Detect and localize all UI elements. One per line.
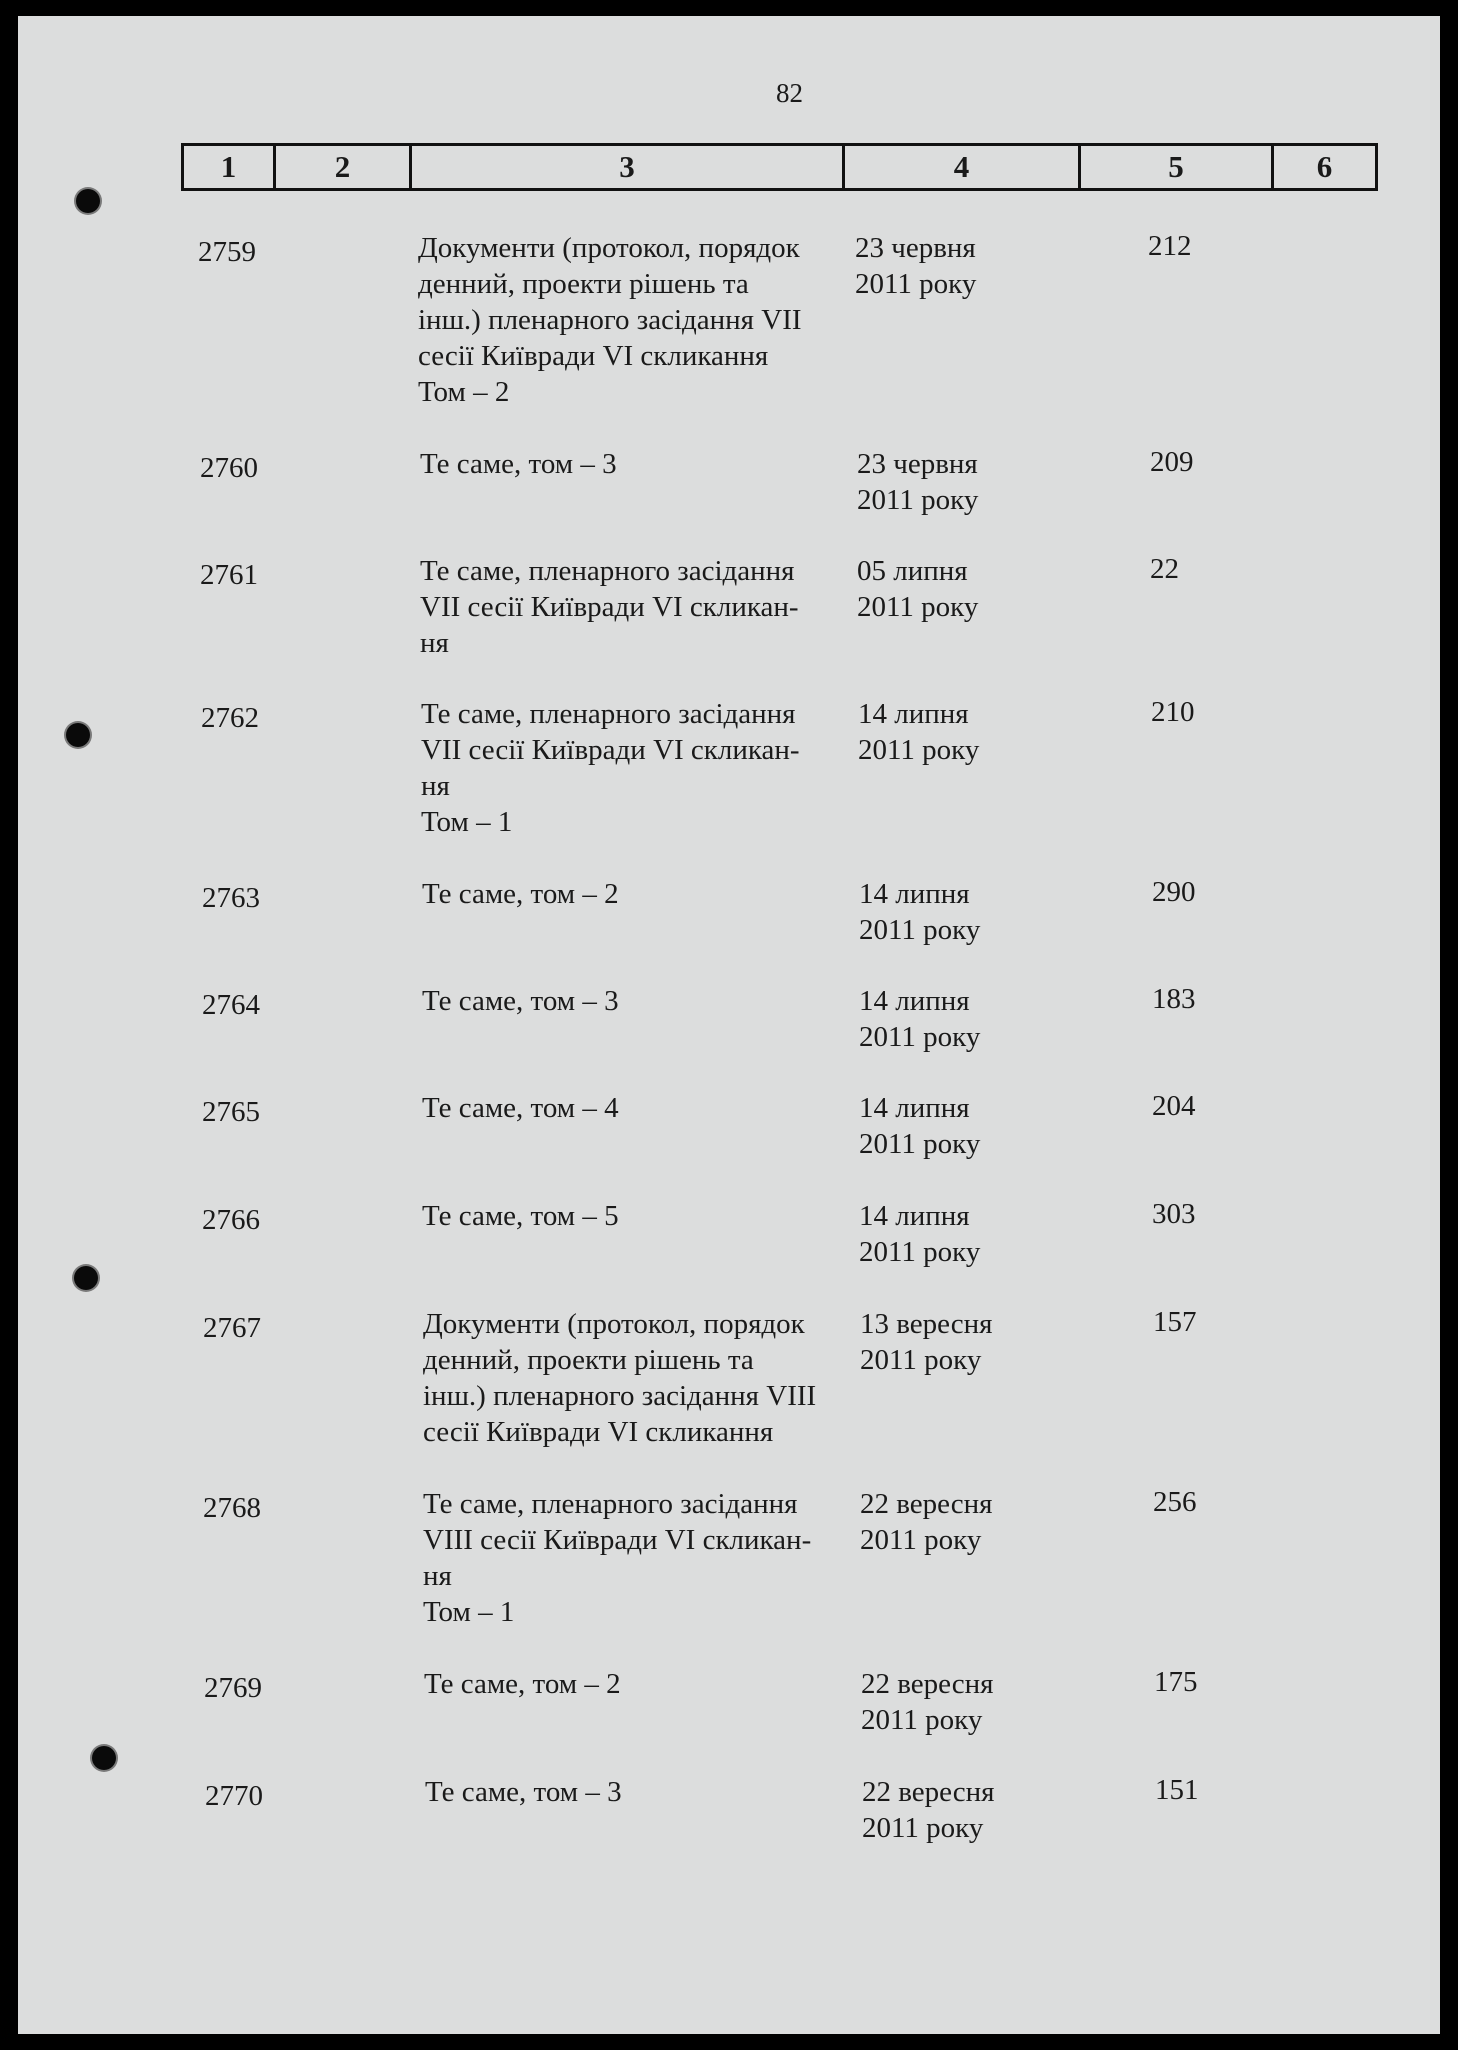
punch-hole (92, 1746, 116, 1770)
column-header-5: 5 (1081, 146, 1274, 188)
description-line: Те саме, том – 4 (422, 1092, 619, 1124)
item-description (422, 983, 862, 1019)
item-date (861, 1666, 1061, 1738)
page-count: 175 (1154, 1666, 1198, 1698)
column-header-6: 6 (1316, 149, 1333, 184)
item-date (860, 1306, 1060, 1378)
page-count: 303 (1152, 1198, 1196, 1230)
date-line: 22 вересня (862, 1776, 995, 1808)
description-line: VII сесії Київради VI скликан- (420, 591, 799, 623)
description-line: Те саме, пленарного засідання (423, 1488, 798, 1520)
item-date (859, 1198, 1059, 1270)
date-line: 14 липня (858, 698, 969, 730)
page-count: 183 (1152, 983, 1196, 1015)
date-line: 2011 року (858, 734, 980, 766)
item-description (420, 553, 860, 661)
date-line: 2011 року (855, 268, 977, 300)
description-line: Те саме, том – 3 (425, 1776, 622, 1808)
description-line: Те саме, пленарного засідання (420, 555, 795, 587)
description-line: Те саме, том – 2 (424, 1668, 621, 1700)
item-date (859, 876, 1059, 948)
description-line: Том – 2 (418, 376, 510, 408)
item-date (857, 446, 1057, 518)
date-line: 2011 року (862, 1812, 984, 1844)
item-number: 2766 (202, 1204, 260, 1236)
date-line: 23 червня (855, 232, 976, 264)
item-date (862, 1774, 1062, 1846)
item-number: 2761 (200, 559, 258, 591)
item-date (860, 1486, 1060, 1558)
item-number: 2769 (204, 1672, 262, 1704)
description-line: денний, проекти рішень та (423, 1344, 754, 1376)
item-description (421, 696, 861, 840)
item-description (423, 1306, 863, 1450)
description-line: Те саме, том – 3 (420, 448, 617, 480)
date-line: 22 вересня (861, 1668, 994, 1700)
date-line: 2011 року (859, 914, 981, 946)
item-number: 2768 (203, 1492, 261, 1524)
date-line: 2011 року (857, 484, 979, 516)
date-line: 14 липня (859, 985, 970, 1017)
date-line: 05 липня (857, 555, 968, 587)
description-line: ня (420, 627, 449, 659)
date-line: 2011 року (859, 1128, 981, 1160)
date-line: 14 липня (859, 1092, 970, 1124)
date-line: 14 липня (859, 878, 970, 910)
column-header-3: 3 (412, 146, 845, 188)
date-line: 22 вересня (860, 1488, 993, 1520)
page-count: 256 (1153, 1486, 1197, 1518)
page-count: 22 (1150, 553, 1179, 585)
item-number: 2770 (205, 1780, 263, 1812)
page-count: 157 (1153, 1306, 1197, 1338)
column-header-2: 2 (276, 146, 412, 188)
page-number: 82 (776, 78, 803, 108)
item-date (859, 983, 1059, 1055)
description-line: VII сесії Київради VI скликан- (421, 734, 800, 766)
column-header-table (181, 143, 1378, 191)
page-count: 204 (1152, 1090, 1196, 1122)
item-description (422, 876, 862, 912)
item-description (424, 1666, 864, 1702)
description-line: Том – 1 (421, 806, 513, 838)
page-count: 212 (1148, 230, 1192, 262)
item-description (422, 1198, 862, 1234)
description-line: Документи (протокол, порядок (418, 232, 800, 264)
description-line: сесії Київради VI скликання (423, 1416, 774, 1448)
description-line: денний, проекти рішень та (418, 268, 749, 300)
item-description (420, 446, 860, 482)
date-line: 2011 року (861, 1704, 983, 1736)
date-line: 2011 року (857, 591, 979, 623)
date-line: 2011 року (859, 1236, 981, 1268)
page-count: 151 (1155, 1774, 1199, 1806)
page-count: 209 (1150, 446, 1194, 478)
item-number: 2763 (202, 882, 260, 914)
item-description (418, 230, 858, 410)
date-line: 2011 року (860, 1524, 982, 1556)
description-line: ня (423, 1560, 452, 1592)
column-header-1: 1 (184, 146, 276, 188)
item-description (422, 1090, 862, 1126)
description-line: сесії Київради VI скликання (418, 340, 769, 372)
date-line: 13 вересня (860, 1308, 993, 1340)
description-line: Документи (протокол, порядок (423, 1308, 805, 1340)
punch-hole (74, 1266, 98, 1290)
item-number: 2760 (200, 452, 258, 484)
item-number: 2765 (202, 1096, 260, 1128)
date-line: 14 липня (859, 1200, 970, 1232)
item-number: 2759 (198, 236, 256, 268)
description-line: Те саме, том – 2 (422, 878, 619, 910)
item-date (855, 230, 1055, 302)
description-line: Те саме, том – 5 (422, 1200, 619, 1232)
punch-hole (76, 189, 100, 213)
item-number: 2767 (203, 1312, 261, 1344)
item-description (425, 1774, 865, 1810)
date-line: 2011 року (860, 1344, 982, 1376)
item-date (857, 553, 1057, 625)
item-number: 2762 (201, 702, 259, 734)
item-date (859, 1090, 1059, 1162)
date-line: 2011 року (859, 1021, 981, 1053)
description-line: ня (421, 770, 450, 802)
description-line: Те саме, том – 3 (422, 985, 619, 1017)
description-line: VIII сесії Київради VI скликан- (423, 1524, 812, 1556)
item-date (858, 696, 1058, 768)
description-line: інш.) пленарного засідання VIII (423, 1380, 817, 1412)
page-count: 290 (1152, 876, 1196, 908)
description-line: інш.) пленарного засідання VII (418, 304, 802, 336)
punch-hole (66, 723, 90, 747)
page-count: 210 (1151, 696, 1195, 728)
item-description (423, 1486, 863, 1630)
column-header-4: 4 (845, 146, 1081, 188)
item-number: 2764 (202, 989, 260, 1021)
description-line: Том – 1 (423, 1596, 515, 1628)
date-line: 23 червня (857, 448, 978, 480)
description-line: Те саме, пленарного засідання (421, 698, 796, 730)
